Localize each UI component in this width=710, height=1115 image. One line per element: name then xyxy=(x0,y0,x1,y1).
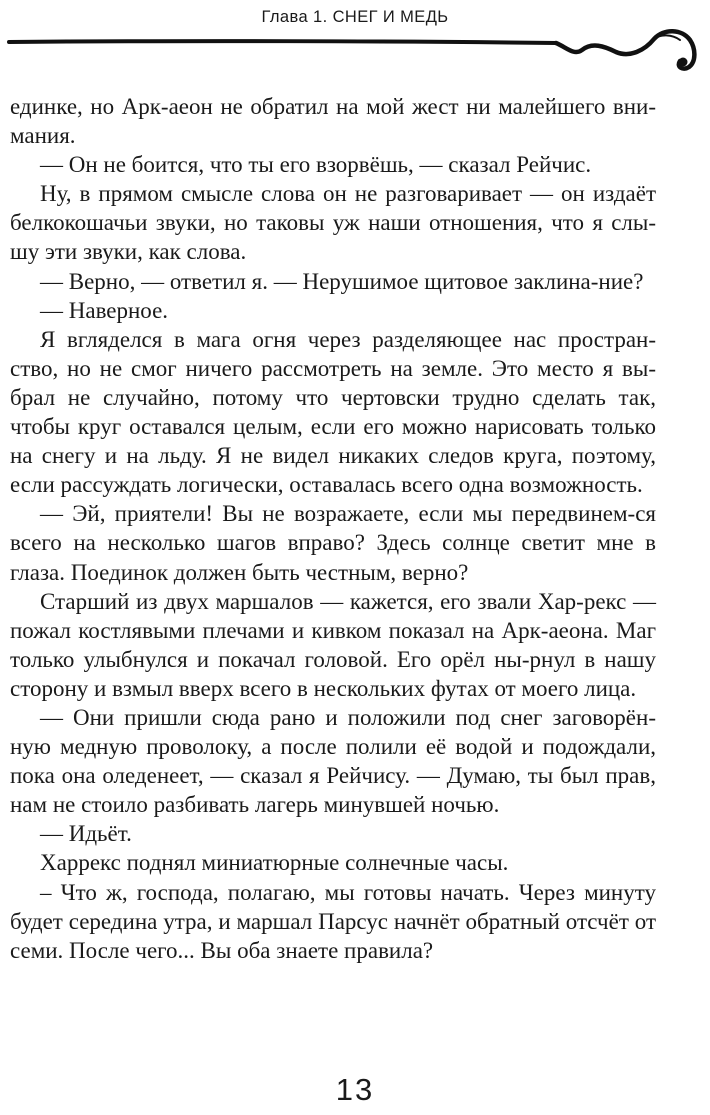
running-head: Глава 1. СНЕГ И МЕДЬ xyxy=(261,8,449,26)
paragraph: — Они пришли сюда рано и положили под снег заговорён-ную медную проволоку, а после полили её водой и подождали, пока она оледенеет, — сказал я Рейчису. — Думаю, ты был прав, нам не стоило разбивать лагерь минувшей ночью. xyxy=(10,704,656,818)
paragraph: – Что ж, господа, полагаю, мы готовы начать. Через минуту будет середина утра, и маршал Парсус начнёт обратный отсчёт от семи. После чего... Вы оба знаете правила? xyxy=(10,879,656,963)
paragraph: — Идьёт. xyxy=(40,821,132,847)
paragraph: Я вгляделся в мага огня через разделяющее нас простран-ство, но не смог ничего рассмотреть на земле. Это место я вы-брал не случайно, потому что чертовски трудно сделать так, чтобы круг оставался целым, если его можно нарисовать только на снегу и на льду. Я не видел никаких следов круга, поэтому, если рассуждать логически, оставалась всего одна возможность. xyxy=(10,326,656,498)
page-number: 13 xyxy=(335,1072,375,1107)
paragraph: — Он не боится, что ты его взорвёшь, — сказал Рейчис. xyxy=(40,152,592,178)
paragraph: — Верно, — ответил я. — Нерушимое щитовое заклина-ние? xyxy=(40,268,644,294)
flourish-ornament xyxy=(0,26,710,86)
paragraph: Старший из двух маршалов — кажется, его звали Хар-рекс — пожал костлявыми плечами и кивком показал на Арк-аеона. Маг только улыбнулся и покачал головой. Его орёл ны-рнул в нашу сторону и взмыл вверх всего в нескольких футах от моего лица. xyxy=(10,588,656,701)
paragraph: — Наверное. xyxy=(40,297,169,323)
paragraph: единке, но Арк-аеон не обратил на мой жест ни малейшего вни-мания. xyxy=(10,94,656,149)
paragraph: — Эй, приятели! Вы не возражаете, если мы передвинем-ся всего на несколько шагов вправо? Здесь солнце светит мне в глаза. Поединок должен быть честным, верно? xyxy=(10,501,656,585)
paragraph: Ну, в прямом смысле слова он не разговаривает — он издаёт белкокошачьи звуки, но таковы уж наши отношения, что я слы-шу эти звуки, как слова. xyxy=(10,181,656,265)
body-text xyxy=(10,92,656,965)
paragraph: Харрекс поднял миниатюрные солнечные часы. xyxy=(40,850,509,876)
